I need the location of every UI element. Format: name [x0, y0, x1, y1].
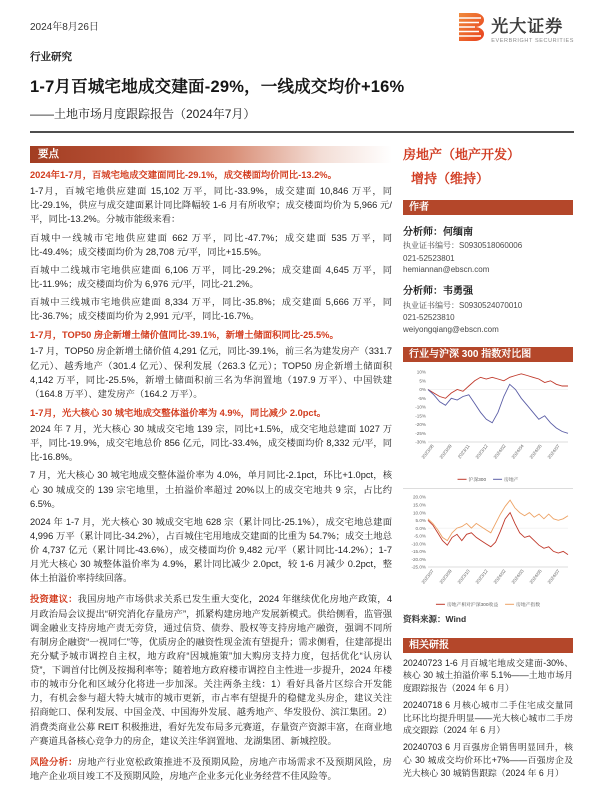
svg-text:2024/02: 2024/02: [492, 443, 507, 460]
report-paragraph: 百城中二线城市宅地供应建面 6,106 万平，同比-29.2%；成交建面 4,645 万平，同比-11.9%；成交楼面均价为 6,976 元/平，同比-21.2%。: [30, 264, 392, 289]
report-paragraph: 2024 年 1-7 月，光大核心 30 城成交宅地 628 宗（累计同比-25.1%），成交宅地总建面 4,996 万平（累计同比-34.2%），占百城住宅用地成交建面的比重为 54.7%；成交土地总价 4,737 亿元（累计同比-43.6%），成交楼面均价 9,482 元/平（累计同比-14.2%）；1-7 月光大核心 30 城整体溢价率为 4.9%，累计同比减少 2.0pct，较 1-6 月减少 0.2pct，整体土拍溢价率持续回落。: [30, 516, 392, 584]
svg-text:-25%: -25%: [415, 430, 426, 436]
svg-text:-25.0%: -25.0%: [411, 564, 426, 570]
content-columns: [30, 146, 574, 787]
related-report-item: 20240703 6 月百强房企销售明显回升，核心 30 城成交均价环比+7%——百强房企及光大核心 30 城销售跟踪（2024 年 6 月）: [403, 742, 573, 778]
chart-source-note: 资料来源：Wind: [403, 613, 467, 624]
author-section-header: 作者: [403, 200, 573, 215]
analyst-cert-number: 执业证书编号：S0930524070010: [403, 300, 523, 310]
report-category: 行业研究: [30, 51, 72, 63]
svg-text:-30%: -30%: [415, 439, 426, 445]
keypoint-heading: 1-7月，光大核心 30 城宅地成交整体溢价率为 4.9%，同比减少 2.0pct。: [30, 407, 326, 418]
svg-text:房地产相对沪深300收益: 房地产相对沪深300收益: [446, 602, 499, 608]
svg-text:2023/12: 2023/12: [474, 443, 489, 460]
index-comparison-charts: [403, 366, 573, 611]
svg-text:2024/04: 2024/04: [510, 443, 525, 460]
chart-divider: [403, 488, 573, 489]
svg-text:2023/12: 2023/12: [474, 568, 489, 585]
keypoints-banner-label: 要点: [38, 148, 59, 160]
keypoints-banner: [30, 146, 392, 163]
report-paragraph: 1-7 月，TOP50 房企新增土储价值 4,291 亿元，同比-39.1%，前三名为建发房产（331.7 亿元）、越秀地产（301.4 亿元）、保利发展（263.3 亿元）；TOP50 房企新增土储面积 4,142 万平，同比-25.5%，新增土储面积前三名为华润置地（197.9 万平）、中国铁建（164.8 万平）、建发房产（164.2 万平）。: [30, 346, 392, 399]
svg-text:2023/09: 2023/09: [438, 443, 453, 460]
svg-text:2023/08: 2023/08: [420, 443, 435, 460]
header-divider: [30, 131, 574, 133]
related-reports-list: [403, 657, 573, 780]
industry-vs-csi300-chart: [403, 366, 573, 486]
svg-text:5%: 5%: [419, 377, 426, 383]
svg-text:5.0%: 5.0%: [415, 517, 426, 523]
keypoint-heading: 2024年1-7月，百城宅地成交建面同比-29.1%，成交楼面均价同比-13.2%。: [30, 170, 337, 180]
svg-text:2024/07: 2024/07: [546, 568, 561, 585]
analyst-name: 分析师：韦勇强: [403, 286, 473, 298]
everbright-logo-icon: [455, 12, 485, 44]
keypoints-body: [30, 168, 392, 783]
related-report-item: 20240723 1-6 月百城宅地成交建面-30%、核心 30 城土拍溢价率 5.1%——土地市场月度跟踪报告（2024 年 6 月）: [403, 657, 573, 694]
report-title: 1-7月百城宅地成交建面-29%，一线成交均价+16%: [30, 78, 405, 96]
analyst-card: [403, 223, 573, 275]
svg-text:2024/05: 2024/05: [528, 568, 543, 585]
brand-name-cn: 光大证券: [491, 17, 564, 36]
svg-text:-10.0%: -10.0%: [411, 540, 426, 546]
brand: [455, 12, 574, 44]
svg-text:沪深300: 沪深300: [468, 477, 487, 483]
svg-text:-5%: -5%: [417, 395, 426, 401]
svg-text:2023/09: 2023/09: [438, 568, 453, 585]
svg-text:2024/03: 2024/03: [510, 568, 525, 585]
svg-text:-10%: -10%: [415, 404, 426, 410]
report-paragraph: 风险分析：房地产行业宽松政策推进不及预期风险，房地产市场需求不及预期风险，房地产企业项目竣工不及预期风险，房地产企业多元化业务经营不佳风险等。: [30, 756, 392, 781]
svg-text:10%: 10%: [416, 369, 426, 375]
svg-text:房地产指数: 房地产指数: [516, 602, 541, 608]
analyst-card: [403, 282, 573, 334]
analyst-phone: 021-52523801: [403, 253, 455, 263]
svg-text:0%: 0%: [419, 386, 426, 392]
paragraph-lead-label: 投资建议：: [30, 594, 78, 605]
industry-name: 房地产（地产开发）: [403, 147, 521, 162]
analyst-list: [403, 223, 573, 334]
keypoint-heading: 1-7月，TOP50 房企新增土储价值同比-39.1%，新增土储面积同比-25.5%。: [30, 330, 339, 341]
analyst-cert-number: 执业证书编号：S0930518060006: [403, 241, 523, 251]
svg-text:-20%: -20%: [415, 421, 426, 427]
relative-performance-chart: [403, 491, 573, 611]
svg-text:-20.0%: -20.0%: [411, 556, 426, 562]
analyst-name: 分析师：何缅南: [403, 226, 473, 238]
brand-name-en: EVERBRIGHT SECURITIES: [491, 38, 574, 44]
rating-badge: 增持（维持）: [411, 170, 490, 186]
report-paragraph: 1-7月，百城宅地供应建面 15,102 万平，同比-33.9%，成交建面 10,846 万平，同比-29.1%，供应与成交建面累计同比降幅较 1-6 月有所收窄；成交楼面均价为 5,966 元/平，同比-13.2%。分城市能级来看：: [30, 186, 392, 225]
analyst-email[interactable]: weiyongqiang@ebscn.com: [403, 324, 499, 334]
report-sidebar: [403, 146, 573, 787]
report-subtitle: ——土地市场月度跟踪报告（2024年7月）: [30, 107, 256, 121]
svg-text:2024/02: 2024/02: [492, 568, 507, 585]
svg-text:房地产: 房地产: [504, 477, 519, 483]
report-paragraph: 7 月，光大核心 30 城宅地成交整体溢价率为 4.0%，单月同比-2.1pct，环比+1.0pct，核心 30 城成交的 139 宗宅地里，土拍溢价率超过 20%以上的成交宅地共 9 宗，占比约 6.5%。: [30, 470, 392, 509]
svg-text:10.0%: 10.0%: [412, 509, 426, 515]
keypoints-column: [30, 146, 392, 787]
report-paragraph: 百城中一线城市宅地供应建面 662 万平，同比-47.7%；成交建面 535 万平，同比-49.4%；成交楼面均价为 28,708 元/平，同比+15.5%。: [30, 232, 392, 257]
svg-text:2024/07: 2024/07: [546, 443, 561, 460]
svg-text:-15.0%: -15.0%: [411, 548, 426, 554]
related-report-item: 20240718 6 月核心城市二手住宅成交量同比环比均提升明显——光大核心城市二手房成交跟踪（2024 年 6 月）: [403, 699, 573, 736]
svg-text:2023/07: 2023/07: [420, 568, 435, 585]
svg-text:2023/11: 2023/11: [456, 443, 471, 459]
report-paragraph: 投资建议：我国房地产市场供求关系已发生重大变化，2024 年继续优化房地产政策，4 月政治局会议提出“研究消化存量房产”，抓紧构建房地产发展新模式。供给侧看，监管强调金融业支持房地产责无旁贷，通过信贷、债券、股权等支持房地产融资，强调不同所有制房企融资“一视同仁”等，优质房企的融资性现金流有望提升；需求侧看，住建部提出充分赋予城市调控自主权，地方政府“因城施策”加大购房支持力度，包括优化“认房认贷”，下调首付比例及按揭利率等；随着地方政府楼市调控自主性进一步提升，2024 年楼市的城市分化和区域分化将进一步加深。关注两条主线：1）看好具备片区综合开发能力，有机会参与超大特大城市的城市更新，市占率有望提升的稳健龙头房企，建议关注招商蛇口、保利发展、中国金茂、中国海外发展、越秀地产、华发股份、滨江集团。2）消费类商业公募 REIT 积极推进，看好先发布局多元赛道，存量资产资源丰富，在商业地产赛道具备核心竞争力的房企，建议关注华润置地、龙湖集团、新城控股。: [30, 594, 392, 746]
svg-text:-5.0%: -5.0%: [413, 533, 426, 539]
report-paragraph: 百城中三线城市宅地供应建面 8,334 万平，同比-35.8%；成交建面 5,666 万平，同比-36.7%；成交楼面均价为 2,991 元/平，同比-16.7%。: [30, 297, 392, 322]
svg-text:-15%: -15%: [415, 412, 426, 418]
svg-text:15.0%: 15.0%: [412, 502, 426, 508]
svg-text:2024/05: 2024/05: [528, 443, 543, 460]
paragraph-lead-label: 风险分析：: [30, 756, 78, 767]
svg-text:20.0%: 20.0%: [412, 494, 426, 500]
chart-section-header: 行业与沪深 300 指数对比图: [403, 347, 573, 362]
report-paragraph: 2024 年 7 月，光大核心 30 城成交宅地 139 宗，同比+1.5%，成交宅地总建面 1027 万平，同比-19.9%，成交宅地总价 856 亿元，同比-33.4%，成交楼面均价 8,332 元/平，同比-16.8%。: [30, 424, 392, 463]
analyst-email[interactable]: hemiannan@ebscn.com: [403, 265, 490, 275]
related-reports-header: 相关研报: [403, 638, 573, 653]
svg-text:2023/10: 2023/10: [456, 568, 471, 585]
analyst-phone: 021-52523810: [403, 313, 455, 323]
svg-text:0.0%: 0.0%: [415, 525, 426, 531]
report-date: 2024年8月26日: [30, 22, 99, 33]
